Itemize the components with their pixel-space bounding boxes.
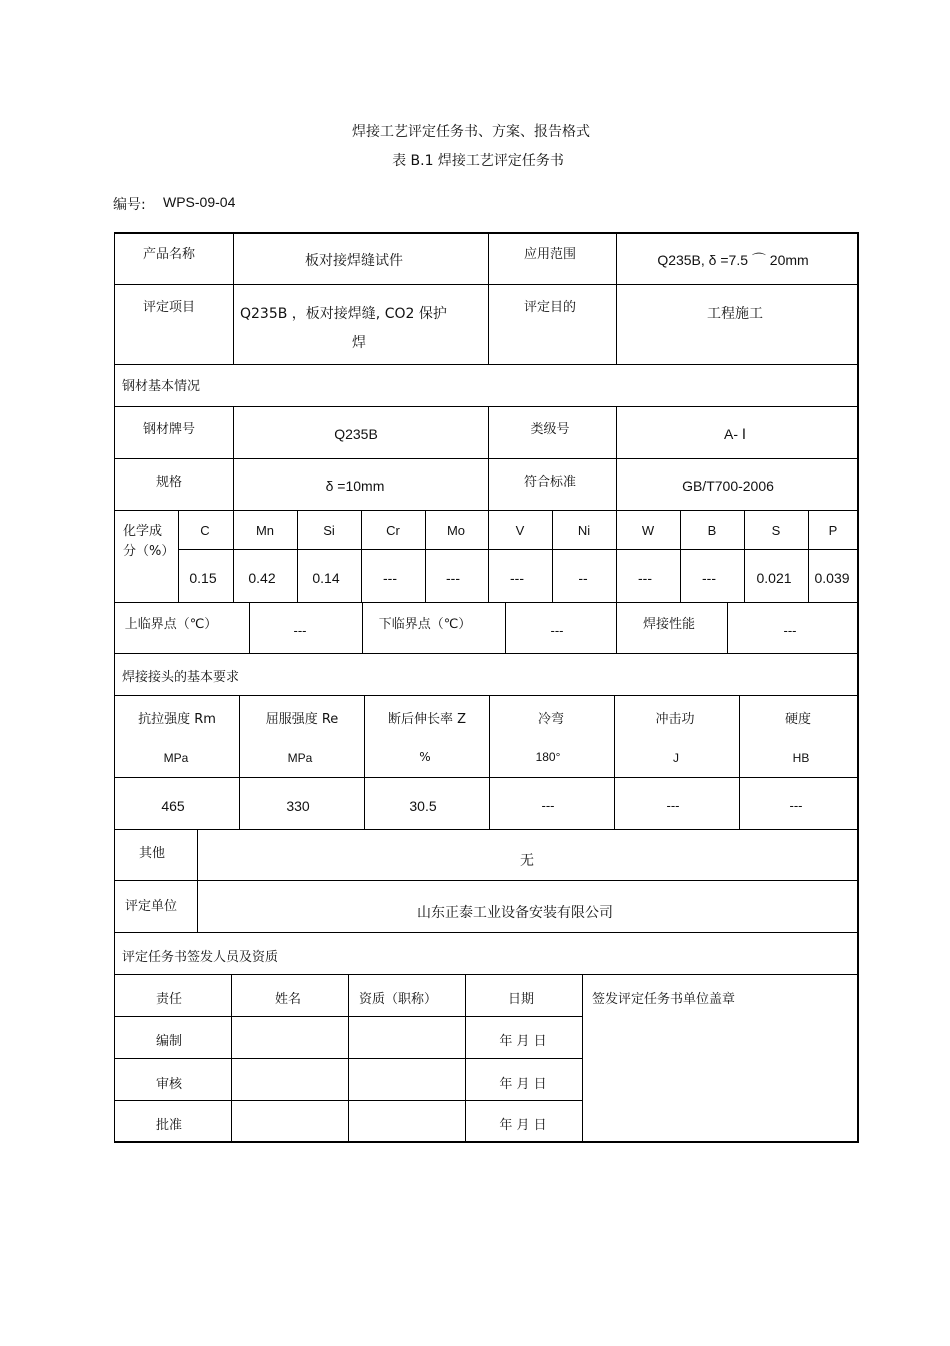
upper-crit-label: 上临界点（℃） <box>124 617 218 632</box>
signers-header-name: 姓名 <box>274 992 302 1007</box>
other-label: 其他 <box>138 846 166 861</box>
standard-label: 符合标准 <box>523 475 577 490</box>
mech-header-name: 抗拉强度 Rm <box>138 712 216 727</box>
mech-value: --- <box>666 798 680 813</box>
chem-value: 0.039 <box>814 570 850 586</box>
chem-header: C <box>200 523 210 538</box>
mech-header-unit: MPa <box>163 751 189 765</box>
mech-header-name: 冷弯 <box>537 712 565 727</box>
other-value: 无 <box>520 853 534 869</box>
signer-role: 审核 <box>155 1077 183 1092</box>
mech-header-unit: 180° <box>535 750 561 764</box>
mech-value: 30.5 <box>409 798 437 814</box>
unit-value: 山东正泰工业设备安装有限公司 <box>417 905 613 921</box>
signers-header-role: 责任 <box>155 992 183 1007</box>
grade-label: 钢材牌号 <box>142 422 196 437</box>
seal-label: 签发评定任务书单位盖章 <box>592 992 736 1007</box>
chem-header: S <box>771 523 781 538</box>
signers-header-qualification: 资质（职称） <box>358 992 438 1007</box>
steel-section-title: 钢材基本情况 <box>122 379 201 394</box>
doc-subtitle: 表 B.1 焊接工艺评定任务书 <box>392 153 564 169</box>
class-label: 类级号 <box>530 422 570 437</box>
chem-header: W <box>641 523 655 538</box>
mech-header-name: 冲击功 <box>655 712 695 727</box>
mech-header-unit: HB <box>792 751 810 765</box>
grade-value: Q235B <box>334 426 378 442</box>
scope-value: Q235B, δ =7.5 ⌒ 20mm <box>657 252 809 268</box>
doc-number-label: 编号: <box>113 197 146 213</box>
chem-value: --- <box>383 570 397 586</box>
purpose-value: 工程施工 <box>707 306 763 322</box>
lower-crit-label: 下临界点（℃） <box>378 617 472 632</box>
chem-header: Cr <box>386 523 400 538</box>
chem-label-line2: 分（%） <box>123 544 175 559</box>
chem-header: B <box>707 523 717 538</box>
mech-header-unit: % <box>419 750 431 764</box>
scope-label: 应用范围 <box>523 247 577 262</box>
item-value-line1: Q235B ，板对接焊缝, CO2 保护 <box>240 306 447 322</box>
chem-header: Mo <box>446 523 466 538</box>
signers-section-title: 评定任务书签发人员及资质 <box>122 950 279 965</box>
signers-header-date: 日期 <box>507 992 535 1007</box>
doc-number-value: WPS-09-04 <box>163 194 236 210</box>
chem-value: -- <box>578 570 588 586</box>
chem-value: --- <box>510 570 524 586</box>
chem-value: --- <box>702 570 716 586</box>
product-name-label: 产品名称 <box>142 247 196 262</box>
signer-date: 年 月 日 <box>499 1077 547 1092</box>
chem-header: P <box>828 523 838 538</box>
chem-value: 0.15 <box>189 570 217 586</box>
item-value-line2: 焊 <box>352 335 366 351</box>
product-name-value: 板对接焊缝试件 <box>305 253 403 269</box>
mech-value: --- <box>789 798 803 813</box>
mech-header-unit: J <box>673 751 679 765</box>
joint-section-title: 焊接接头的基本要求 <box>122 670 240 685</box>
signer-role: 编制 <box>155 1034 183 1049</box>
chem-value: 0.021 <box>756 570 792 586</box>
chem-value: 0.14 <box>312 570 340 586</box>
doc-title: 焊接工艺评定任务书、方案、报告格式 <box>352 124 590 140</box>
class-value: A- Ⅰ <box>723 426 747 442</box>
mech-value: 465 <box>161 798 185 814</box>
chem-value: 0.42 <box>248 570 276 586</box>
purpose-label: 评定目的 <box>523 300 577 315</box>
mech-value: --- <box>541 798 555 813</box>
chem-header: Si <box>323 523 335 538</box>
weldability-label: 焊接性能 <box>642 617 696 632</box>
signer-date: 年 月 日 <box>499 1118 547 1133</box>
weldability-value: --- <box>783 623 797 638</box>
mech-header-name: 屈服强度 Re <box>265 712 339 727</box>
standard-value: GB/T700-2006 <box>682 478 774 494</box>
mech-header-name: 断后伸长率 Z <box>387 712 467 727</box>
chem-label-line1: 化学成 <box>123 524 163 539</box>
chem-value: --- <box>446 570 460 586</box>
spec-label: 规格 <box>155 475 183 490</box>
unit-label: 评定单位 <box>124 899 178 914</box>
mech-header-unit: MPa <box>287 751 313 765</box>
chem-value: --- <box>638 570 652 586</box>
item-label: 评定项目 <box>142 300 196 315</box>
chem-header: Mn <box>255 523 275 538</box>
signer-date: 年 月 日 <box>499 1034 547 1049</box>
mech-value: 330 <box>286 798 310 814</box>
chem-header: Ni <box>577 523 591 538</box>
spec-value: δ =10mm <box>325 478 385 494</box>
mech-header-name: 硬度 <box>784 712 812 727</box>
chem-header: V <box>515 523 525 538</box>
signer-role: 批准 <box>155 1118 183 1133</box>
upper-crit-value: --- <box>293 623 307 638</box>
lower-crit-value: --- <box>550 623 564 638</box>
